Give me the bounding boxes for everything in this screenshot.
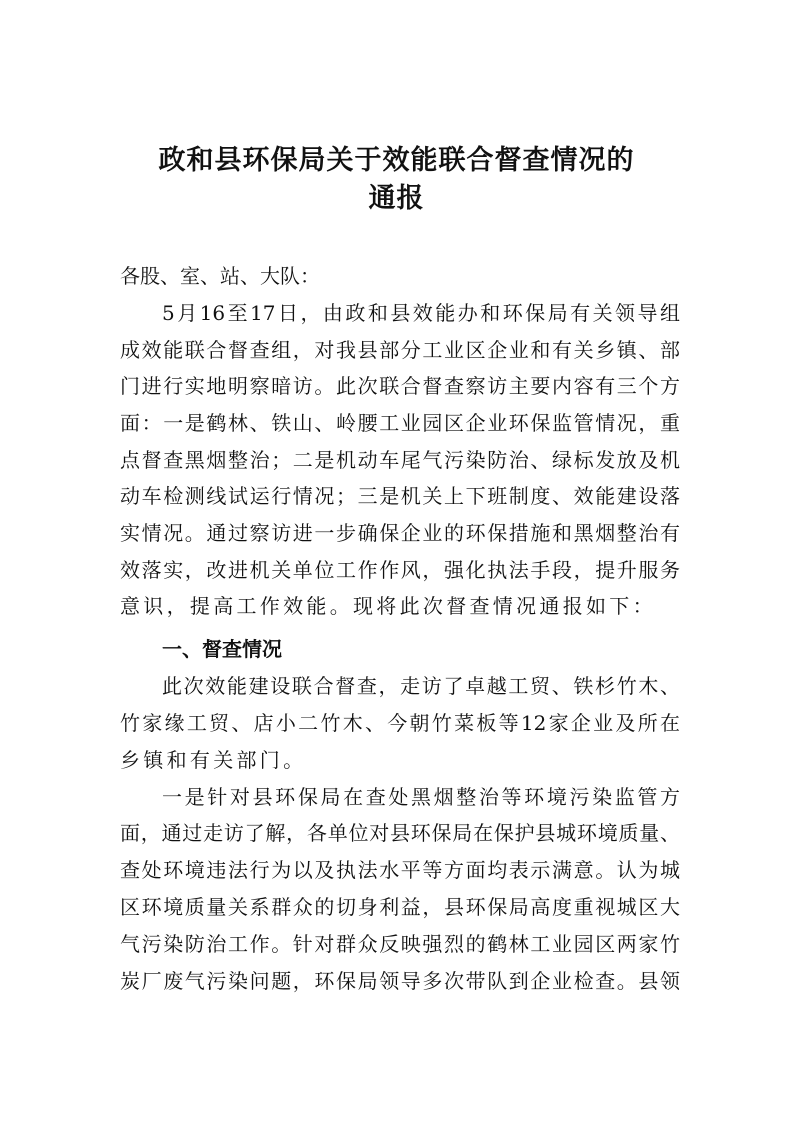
paragraph-line: 5月16至17日，由政和县效能办和环保局有关领导组 — [162, 301, 680, 325]
paragraph-line: 区环境质量关系群众的切身利益，县环保局高度重视城区大 — [120, 895, 680, 919]
section-heading: 一、督查情况 — [162, 637, 282, 661]
salutation: 各股、室、站、大队： — [120, 264, 320, 288]
paragraph-line: 气污染防治工作。针对群众反映强烈的鹤林工业园区两家竹 — [120, 932, 680, 956]
paragraph-line: 门进行实地明察暗访。此次联合督查察访主要内容有三个方 — [120, 374, 680, 398]
paragraph-line: 炭厂废气污染问题，环保局领导多次带队到企业检查。县领 — [120, 969, 680, 993]
paragraph-line: 面：一是鹤林、铁山、岭腰工业园区企业环保监管情况，重 — [120, 411, 680, 435]
paragraph-line: 面，通过走访了解，各单位对县环保局在保护县城环境质量、 — [120, 821, 680, 845]
paragraph-line: 乡镇和有关部门。 — [120, 748, 307, 772]
paragraph-line: 动车检测线试运行情况；三是机关上下班制度、效能建设落 — [120, 484, 680, 508]
document-title-line-1: 政和县环保局关于效能联合督查情况的 — [158, 145, 635, 176]
paragraph-line: 实情况。通过察访进一步确保企业的环保措施和黑烟整治有 — [120, 521, 680, 545]
paragraph-line: 竹家缘工贸、店小二竹木、今朝竹菜板等12家企业及所在 — [120, 711, 680, 735]
document-title-line-2: 通报 — [368, 183, 425, 214]
paragraph-line: 此次效能建设联合督查，走访了卓越工贸、铁杉竹木、 — [162, 674, 680, 698]
paragraph-line: 点督查黑烟整治；二是机动车尾气污染防治、绿标发放及机 — [120, 448, 680, 472]
paragraph-line: 一是针对县环保局在查处黑烟整治等环境污染监管方 — [162, 785, 680, 809]
paragraph-line: 查处环境违法行为以及执法水平等方面均表示满意。认为城 — [120, 858, 680, 882]
paragraph-line: 成效能联合督查组，对我县部分工业区企业和有关乡镇、部 — [120, 338, 680, 362]
paragraph-line: 意识，提高工作效能。现将此次督查情况通报如下： — [120, 594, 656, 618]
paragraph-line: 效落实，改进机关单位工作作风，强化执法手段，提升服务 — [120, 558, 680, 582]
